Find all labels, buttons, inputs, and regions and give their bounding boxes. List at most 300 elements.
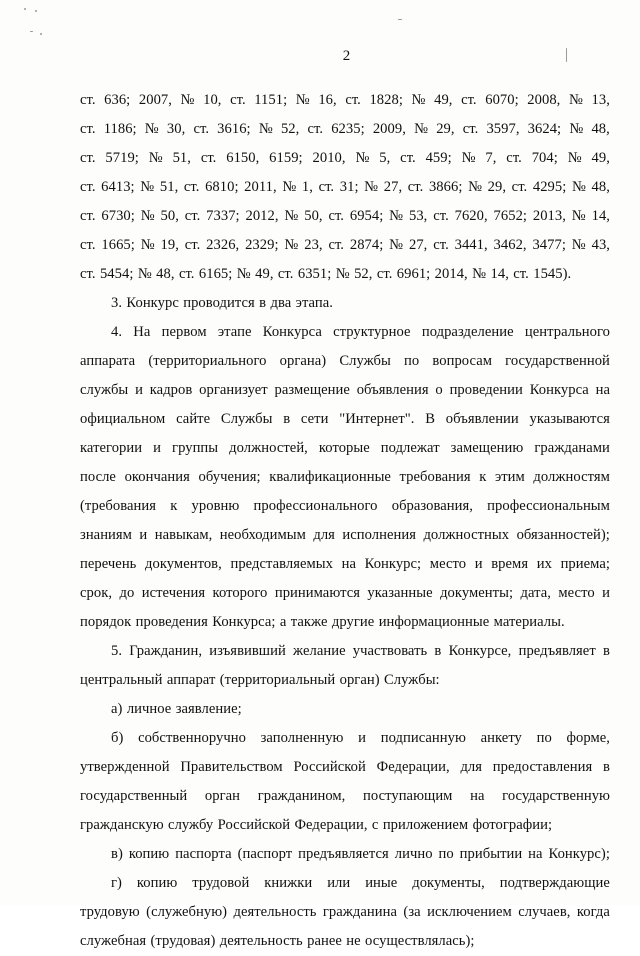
word: № <box>355 150 370 166</box>
word: изъявивший <box>209 643 286 659</box>
word: 53, <box>408 208 428 224</box>
word: 704; <box>531 150 558 166</box>
word: указываются <box>529 411 610 427</box>
word: на <box>341 556 357 572</box>
word: 50, <box>304 208 323 224</box>
word: с <box>371 817 379 833</box>
word: 2009, <box>372 121 406 137</box>
word: (за <box>403 904 421 920</box>
word: 49, <box>255 266 274 282</box>
word: Конкурсе, <box>448 643 512 659</box>
word: 6730; <box>101 208 135 224</box>
word: заявление; <box>175 701 242 717</box>
word: этим <box>494 469 525 485</box>
text-line <box>80 289 610 318</box>
word: 19, <box>160 237 179 253</box>
text-line <box>80 260 610 289</box>
word: ст. <box>318 179 335 195</box>
scan-speck <box>24 8 26 10</box>
word: которого <box>212 585 268 601</box>
word: собственноручно <box>138 730 246 746</box>
word: фотографии; <box>472 817 553 833</box>
word: Службы <box>220 411 273 427</box>
word: в <box>259 295 267 311</box>
word: ст. <box>178 266 195 282</box>
text-line <box>80 492 610 521</box>
word: Конкурс); <box>548 846 610 862</box>
word: 6954; <box>349 208 384 224</box>
word: Конкурс <box>126 295 179 311</box>
word: и <box>153 440 162 456</box>
word: 5, <box>379 150 391 166</box>
word: 5719; <box>105 150 139 166</box>
word: центральный <box>80 672 163 688</box>
word: заполненную <box>260 730 344 746</box>
word: № <box>284 237 299 253</box>
word: группы <box>172 440 219 456</box>
word: по <box>438 846 454 862</box>
word: ст. <box>80 179 96 195</box>
word: а) <box>111 701 123 717</box>
word: ст. <box>376 266 393 282</box>
word: личное <box>126 701 172 717</box>
word: деятельность <box>233 904 317 920</box>
word: ст. <box>80 92 96 108</box>
word: центрального <box>524 324 610 340</box>
word: 14, <box>591 208 610 224</box>
scan-speck <box>40 33 42 35</box>
word: № <box>569 121 584 137</box>
word: до <box>119 585 135 601</box>
word: другие <box>331 614 375 630</box>
word: 29, <box>487 179 507 195</box>
word: ст. <box>184 208 201 224</box>
word: 27, <box>408 237 428 253</box>
word: замещению <box>450 440 524 456</box>
word: № <box>461 150 476 166</box>
word: приема; <box>560 556 610 572</box>
word: б) <box>111 730 124 746</box>
scan-speck <box>35 10 37 12</box>
word: предъявляется <box>298 846 389 862</box>
word: должностей, <box>229 440 308 456</box>
word: В <box>425 411 436 427</box>
word: 43, <box>591 237 610 253</box>
word: служебная <box>80 933 147 949</box>
word: а <box>279 614 287 630</box>
text-line <box>80 144 610 173</box>
word: № <box>236 266 251 282</box>
word: № <box>414 121 429 137</box>
word: 1665; <box>101 237 135 253</box>
text-line <box>80 753 610 782</box>
word: требования <box>399 469 471 485</box>
text-line <box>80 811 610 840</box>
word: 7652; <box>493 208 528 224</box>
word: аппарат <box>166 672 216 688</box>
text-line <box>80 434 610 463</box>
word: (трудовая) <box>150 933 216 949</box>
word: 3462, <box>493 237 527 253</box>
word: о <box>435 382 443 398</box>
word: по <box>536 730 552 746</box>
word: № <box>411 92 426 108</box>
word: предоставления <box>492 759 593 775</box>
word: 6413; <box>101 179 135 195</box>
word: № <box>284 208 299 224</box>
word: 1545). <box>533 266 572 282</box>
word: место <box>429 556 467 572</box>
word: 2012, <box>245 208 279 224</box>
word: ст. <box>461 92 477 108</box>
word: участвовать <box>352 643 428 659</box>
word: случаев, <box>518 904 571 920</box>
word: ст. <box>513 266 529 282</box>
text-line <box>80 579 610 608</box>
word: 3624; <box>527 121 562 137</box>
word: лично <box>394 846 433 862</box>
word: для <box>460 759 483 775</box>
word: исполнения <box>342 527 416 543</box>
word: 23, <box>304 237 323 253</box>
word: службы <box>80 382 129 398</box>
word: копию <box>128 846 170 862</box>
word: ст. <box>433 237 449 253</box>
word: два <box>270 295 292 311</box>
word: № <box>295 92 310 108</box>
word: к <box>170 498 178 514</box>
word: дата, <box>520 585 551 601</box>
word: документов, <box>145 556 222 572</box>
word: 50, <box>160 208 179 224</box>
word: 27, <box>383 179 403 195</box>
word: информационные <box>378 614 490 630</box>
word: гражданином, <box>257 788 346 804</box>
word: государственную <box>502 788 610 804</box>
word: должностных <box>423 527 510 543</box>
word: 459; <box>425 150 452 166</box>
word: 7620, <box>454 208 488 224</box>
word: 3616; <box>217 121 251 137</box>
word: государственный <box>80 788 188 804</box>
text-line <box>80 376 610 405</box>
text-line <box>80 86 610 115</box>
word: ст. <box>400 150 416 166</box>
word: (требования <box>80 498 156 514</box>
word: 6351; <box>297 266 332 282</box>
word: обязанностей); <box>516 527 610 543</box>
word: образования, <box>391 498 473 514</box>
word: 2011, <box>244 179 277 195</box>
word: книжки <box>264 875 313 891</box>
word: "Интернет". <box>339 411 415 427</box>
word: аппарата <box>80 353 136 369</box>
text-line <box>80 347 610 376</box>
word: № <box>144 121 159 137</box>
word: 4295; <box>532 179 567 195</box>
word: сайте <box>176 411 211 427</box>
word: ранее <box>307 933 342 949</box>
word: документы, <box>412 875 485 891</box>
word: ст. <box>462 121 479 137</box>
word: № <box>140 179 155 195</box>
word: или <box>327 875 351 891</box>
word: № <box>364 179 379 195</box>
word: ст. <box>80 237 96 253</box>
word: уровню <box>191 498 240 514</box>
word: 52, <box>280 121 300 137</box>
word: форме, <box>566 730 610 746</box>
word: предъявляет <box>518 643 596 659</box>
word: и <box>602 585 610 601</box>
word: паспорта <box>175 846 232 862</box>
word: 6961; <box>396 266 431 282</box>
word: профессионального <box>253 498 378 514</box>
word: исключением <box>427 904 512 920</box>
word: 52, <box>354 266 373 282</box>
word: ст. <box>328 237 345 253</box>
word: иные <box>365 875 398 891</box>
word: истечения <box>141 585 206 601</box>
word: Конкурса <box>262 324 322 340</box>
word: 49, <box>591 150 610 166</box>
word: № <box>571 179 586 195</box>
word: место <box>558 585 595 601</box>
word: № <box>148 150 163 166</box>
word: 2008, <box>527 92 561 108</box>
word: осуществлялась); <box>365 933 475 949</box>
scan-speck <box>398 19 402 20</box>
word: официальном <box>80 411 166 427</box>
word: ст. <box>328 208 345 224</box>
page-number: 2 <box>342 48 351 64</box>
word: категории <box>80 440 143 456</box>
word: Федерации, <box>376 759 450 775</box>
word: указанные <box>367 585 433 601</box>
word: 3477; <box>532 237 566 253</box>
word: 6150, <box>226 150 260 166</box>
word: 48, <box>156 266 175 282</box>
word: кадров <box>149 382 193 398</box>
word: орган) <box>339 672 380 688</box>
word: и <box>139 527 148 543</box>
word: 6159; <box>269 150 303 166</box>
word: сети <box>300 411 329 427</box>
word: 2329; <box>245 237 279 253</box>
word: утвержденной <box>80 759 170 775</box>
word: № <box>568 92 583 108</box>
word: структурное <box>333 324 411 340</box>
text-line <box>80 666 610 695</box>
word: 2007, <box>138 92 172 108</box>
word: № <box>140 208 155 224</box>
word: срок, <box>80 585 113 601</box>
scan-speck <box>30 31 33 32</box>
word: 13, <box>591 92 610 108</box>
word: 31; <box>339 179 359 195</box>
word: перечень <box>80 556 137 572</box>
text-line <box>80 608 610 637</box>
word: ст. <box>193 121 210 137</box>
word: г) <box>111 875 122 891</box>
word: 14, <box>490 266 509 282</box>
word: № <box>258 121 273 137</box>
word: 30, <box>166 121 186 137</box>
word: подписанную <box>380 730 466 746</box>
word: 7, <box>485 150 497 166</box>
word: в <box>283 411 291 427</box>
word: № <box>140 237 155 253</box>
word: Гражданин, <box>129 643 203 659</box>
word: ст. <box>511 179 528 195</box>
word: № <box>567 150 582 166</box>
word: поступающим <box>363 788 453 804</box>
word: проведении <box>449 382 523 398</box>
word: 16, <box>318 92 337 108</box>
text-line <box>80 405 610 434</box>
word: на <box>528 846 543 862</box>
text-line <box>80 869 610 898</box>
word: 2013, <box>532 208 566 224</box>
word: 3. <box>111 295 123 311</box>
word: окончания <box>124 469 190 485</box>
word: 5454; <box>99 266 134 282</box>
text-line <box>80 318 610 347</box>
word: № <box>180 92 195 108</box>
word: ст. <box>407 179 424 195</box>
word: Службы <box>339 353 391 369</box>
word: в <box>602 759 610 775</box>
word: 3441, <box>454 237 488 253</box>
word: подразделение <box>421 324 514 340</box>
word: порядок <box>80 614 132 630</box>
word: трудовую <box>80 904 140 920</box>
text-line <box>80 115 610 144</box>
word: Правительством <box>180 759 283 775</box>
text-line <box>80 927 610 956</box>
word: документы; <box>440 585 514 601</box>
word: когда <box>576 904 610 920</box>
word: ст. <box>184 237 201 253</box>
word: 29, <box>436 121 455 137</box>
word: вопросам <box>432 353 493 369</box>
word: 2874; <box>349 237 384 253</box>
text-line <box>80 898 610 927</box>
word: анкету <box>480 730 522 746</box>
word: ст. <box>307 121 324 137</box>
word: 2010, <box>312 150 346 166</box>
word: Конкурс; <box>364 556 422 572</box>
word: размещение <box>274 382 350 398</box>
word: квалификационные <box>269 469 391 485</box>
word: время <box>491 556 529 572</box>
word: 6070; <box>485 92 519 108</box>
word: после <box>80 469 116 485</box>
word: ст. <box>80 266 96 282</box>
word: 3597, <box>486 121 520 137</box>
word: подлежат <box>380 440 440 456</box>
word: Службы: <box>384 672 440 688</box>
word: ст. <box>80 208 96 224</box>
text-line <box>80 637 610 666</box>
word: для <box>313 527 335 543</box>
word: органа) <box>279 353 327 369</box>
word: этапа. <box>295 295 333 311</box>
word: ст. <box>230 92 246 108</box>
word: первом <box>161 324 207 340</box>
word: ст. <box>183 179 200 195</box>
word: ст. <box>345 92 361 108</box>
word: копию <box>136 875 178 891</box>
word: № <box>571 208 586 224</box>
word: службу <box>168 817 214 833</box>
word: прибытии <box>459 846 523 862</box>
word: 5. <box>111 643 123 659</box>
word: 6235; <box>331 121 365 137</box>
word: государственной <box>505 353 610 369</box>
word: № <box>282 179 297 195</box>
word: проводится <box>183 295 255 311</box>
word: № <box>137 266 152 282</box>
word: 1151; <box>254 92 288 108</box>
word: 4. <box>111 324 123 340</box>
text-line <box>80 782 610 811</box>
word: трудовой <box>192 875 250 891</box>
word: Российской <box>293 759 366 775</box>
word: не <box>346 933 361 949</box>
word: на <box>470 788 485 804</box>
word: деятельность <box>219 933 303 949</box>
text-line <box>80 695 610 724</box>
word: в <box>434 643 442 659</box>
word: и <box>135 382 143 398</box>
word: 51, <box>172 150 191 166</box>
word: 3866; <box>428 179 463 195</box>
word: 1828; <box>369 92 403 108</box>
text-line <box>80 724 610 753</box>
word: также <box>290 614 328 630</box>
word: № <box>335 266 350 282</box>
word: этапе <box>217 324 252 340</box>
word: ст. <box>433 208 449 224</box>
word: ст. <box>80 121 96 137</box>
document-body <box>80 86 610 956</box>
word: 1, <box>301 179 313 195</box>
word: приложением <box>382 817 469 833</box>
word: которые <box>318 440 370 456</box>
word: обучения; <box>198 469 261 485</box>
word: 2326, <box>206 237 240 253</box>
word: материалы. <box>493 614 565 630</box>
word: (служебную) <box>146 904 228 920</box>
word: орган <box>204 788 241 804</box>
word: № <box>571 237 586 253</box>
word: 51, <box>159 179 179 195</box>
word: гражданина <box>322 904 398 920</box>
word: объявлении <box>445 411 519 427</box>
word: 2014, <box>434 266 468 282</box>
word: (территориального <box>148 353 267 369</box>
text-line <box>80 521 610 550</box>
word: 7337; <box>206 208 240 224</box>
word: 10, <box>203 92 222 108</box>
word: ст. <box>506 150 522 166</box>
word: представляемых <box>230 556 333 572</box>
word: ст. <box>277 266 294 282</box>
word: объявления <box>356 382 429 398</box>
word: профессиональным <box>487 498 610 514</box>
word: № <box>468 179 483 195</box>
